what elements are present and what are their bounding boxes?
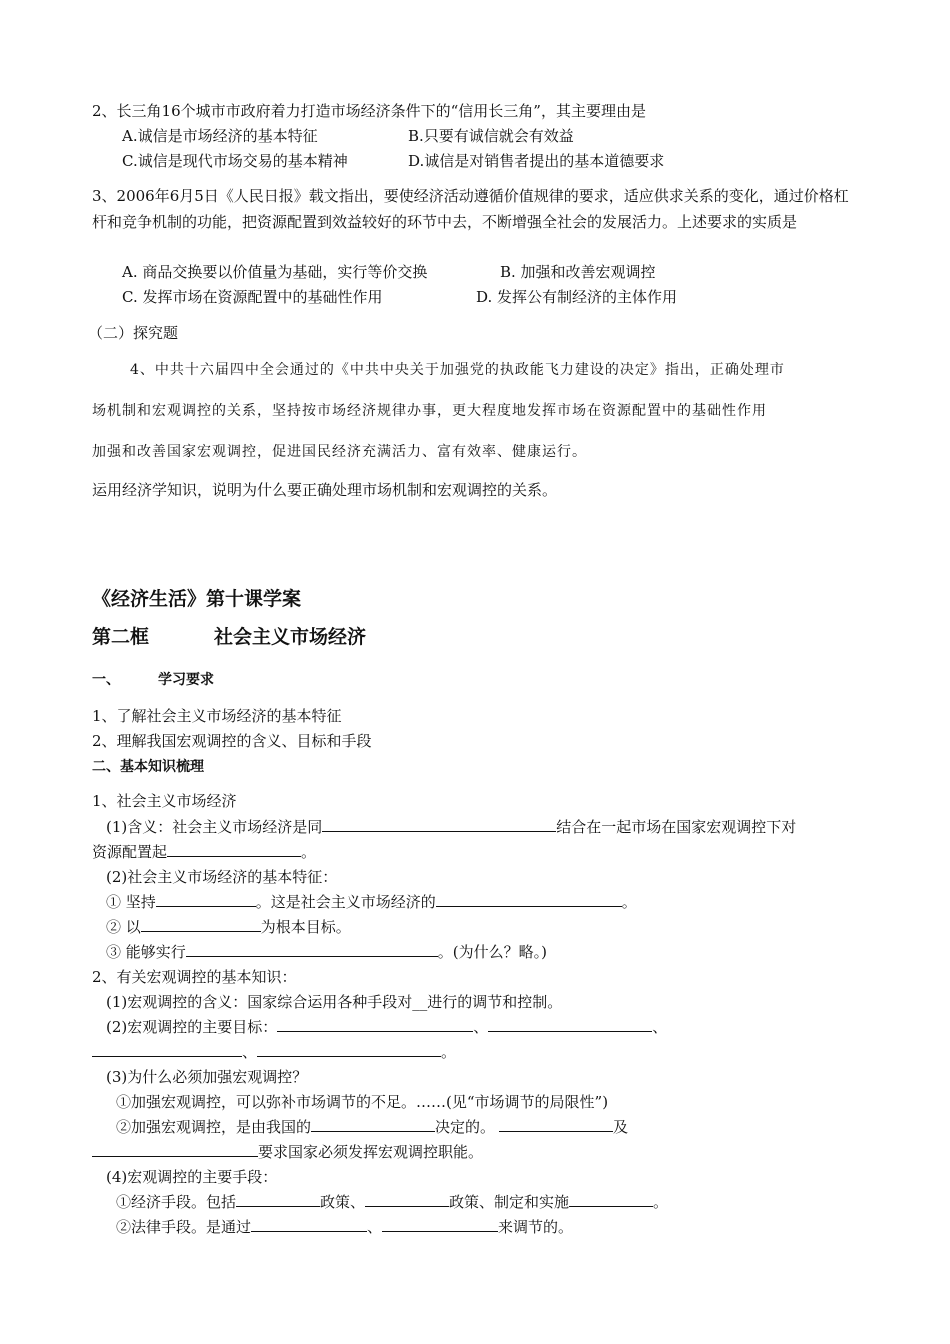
q4-question: 运用经济学知识，说明为什么要正确处理市场机制和宏观调控的关系。 [92,481,558,499]
fill-blank[interactable] [156,892,256,907]
heading-1-text: 学习要求 [158,672,214,688]
lesson-title: 《经济生活》第十课学案 [92,588,302,610]
q2-stem: 2、长三角16个城市市政府着力打造市场经济条件下的“信用长三角”，其主要理由是 [92,102,646,120]
fill-blank[interactable] [488,1017,652,1032]
k2-m1-text-b: 政策、 [320,1193,366,1211]
k2-why2-text-a: ②加强宏观调控，是由我国的 [116,1118,312,1136]
fill-blank[interactable] [236,1192,320,1207]
q2-option-b: B.只要有诚信就会有效益 [408,127,574,145]
k2-why-2-line-2 [92,1142,483,1162]
frame-label: 第二框 [92,626,150,648]
k1-f1-text-a: ① 坚持 [106,893,156,911]
fill-blank[interactable] [382,1217,498,1232]
k2-goals-line-1 [106,1017,667,1037]
q3-option-b: B. 加强和改善宏观调控 [500,263,656,281]
fill-blank[interactable] [365,1192,449,1207]
separator: 、 [473,1018,489,1036]
heading-1-number: 一、 [92,672,120,688]
k1-f2-text-b: 为根本目标。 [260,918,351,936]
fill-blank[interactable] [436,892,622,907]
fill-blank[interactable] [257,1042,441,1057]
separator: 、 [242,1043,258,1061]
k2-goals-line-2 [92,1042,456,1062]
requirement-2: 2、理解我国宏观调控的含义、目标和手段 [92,732,372,750]
fill-blank[interactable] [167,842,301,857]
section-inquiry-heading: （二）探究题 [88,324,179,342]
k2-means-1 [116,1192,668,1212]
k1-def-text-d: 。 [301,843,317,861]
k1-def-text-b: 结合在一起市场在国家宏观调控下对 [556,818,797,836]
separator: 、 [652,1018,668,1036]
q2-option-a: A.诚信是市场经济的基本特征 [122,127,318,145]
k2-m1-text-c: 政策、制定和实施 [449,1193,570,1211]
k1-features-heading: (2)社会主义市场经济的基本特征： [106,868,338,886]
k1-f1-text-c: 。 [621,893,637,911]
k1-definition-line-2 [92,842,316,862]
q4-line-2: 场机制和宏观调控的关系，坚持按市场经济规律办事，更大程度地发挥市场在资源配置中的基础性作用 [92,403,767,419]
q3-option-c: C. 发挥市场在资源配置中的基础性作用 [122,288,383,306]
k1-f3-text-b: 。(为什么？略。) [437,943,547,961]
fill-blank[interactable] [311,1117,435,1132]
q4-line-3: 加强和改善国家宏观调控，促进国民经济充满活力、富有效率、健康运行。 [92,444,587,460]
k1-f3-text-a: ③ 能够实行 [106,943,186,961]
k2-m1-text-a: ①经济手段。包括 [116,1193,237,1211]
k1-definition-line-1 [106,817,796,837]
frame-title: 社会主义市场经济 [214,626,367,648]
k1-f2-text-a: ② 以 [106,918,141,936]
heading-2: 二、基本知识梳理 [92,759,204,775]
k1-def-text-c: 资源配置起 [92,843,168,861]
k2-title: 2、有关宏观调控的基本知识： [92,968,297,986]
k1-f1-text-b: 。这是社会主义市场经济的 [255,893,436,911]
k1-feature-1 [106,892,637,912]
k2-why2-text-b: 决定的。 [435,1118,496,1136]
q4-line-1: 4、中共十六届四中全会通过的《中共中央关于加强党的执政能飞力建设的决定》指出，正确处理市 [130,362,785,378]
fill-blank[interactable] [499,1117,613,1132]
k2-why-2-line-1 [116,1117,628,1137]
requirement-1: 1、了解社会主义市场经济的基本特征 [92,707,342,725]
fill-blank[interactable] [277,1017,473,1032]
k2-why2-text-d: 要求国家必须发挥宏观调控职能。 [258,1143,484,1161]
k2-m1-text-d: 。 [653,1193,669,1211]
q3-option-a: A. 商品交换要以价值量为基础，实行等价交换 [122,263,428,281]
q3-stem: 3、2006年6月5日《人民日报》载文指出，要使经济活动遵循价值规律的要求，适应供求关系的变化，通过价格杠杆和竞争机制的功能，把资源配置到效益较好的环节中去，不断增强全社会的发展活力。上述要求的实质是 [92,187,849,231]
k2-why-1: ①加强宏观调控，可以弥补市场调节的不足。……(见“市场调节的局限性”) [116,1093,609,1111]
k2-means-heading: (4)宏观调控的主要手段： [106,1168,278,1186]
k1-def-text-a: (1)含义：社会主义市场经济是同 [106,818,323,836]
k1-feature-3 [106,942,547,962]
fill-blank[interactable] [251,1217,367,1232]
k2-goal-label: (2)宏观调控的主要目标： [106,1018,278,1036]
fill-blank[interactable] [186,942,438,957]
fill-blank[interactable] [92,1142,258,1157]
k2-why-heading: (3)为什么必须加强宏观调控？ [106,1068,308,1086]
k2-means-2 [116,1217,573,1237]
k1-title: 1、社会主义市场经济 [92,792,237,810]
q3-option-d: D. 发挥公有制经济的主体作用 [476,288,678,306]
k2-definition: (1)宏观调控的含义：国家综合运用各种手段对__进行的调节和控制。 [106,993,563,1011]
k2-goals-end: 。 [441,1043,457,1061]
k2-m2-text-c: 来调节的。 [498,1218,574,1236]
fill-blank[interactable] [141,917,261,932]
k2-why2-text-c: 及 [613,1118,629,1136]
k2-m2-text-b: 、 [367,1218,383,1236]
fill-blank[interactable] [569,1192,653,1207]
fill-blank[interactable] [92,1042,242,1057]
q2-option-d: D.诚信是对销售者提出的基本道德要求 [408,152,665,170]
k1-feature-2 [106,917,351,937]
fill-blank[interactable] [322,817,556,832]
q2-option-c: C.诚信是现代市场交易的基本精神 [122,152,348,170]
k2-m2-text-a: ②法律手段。是通过 [116,1218,252,1236]
